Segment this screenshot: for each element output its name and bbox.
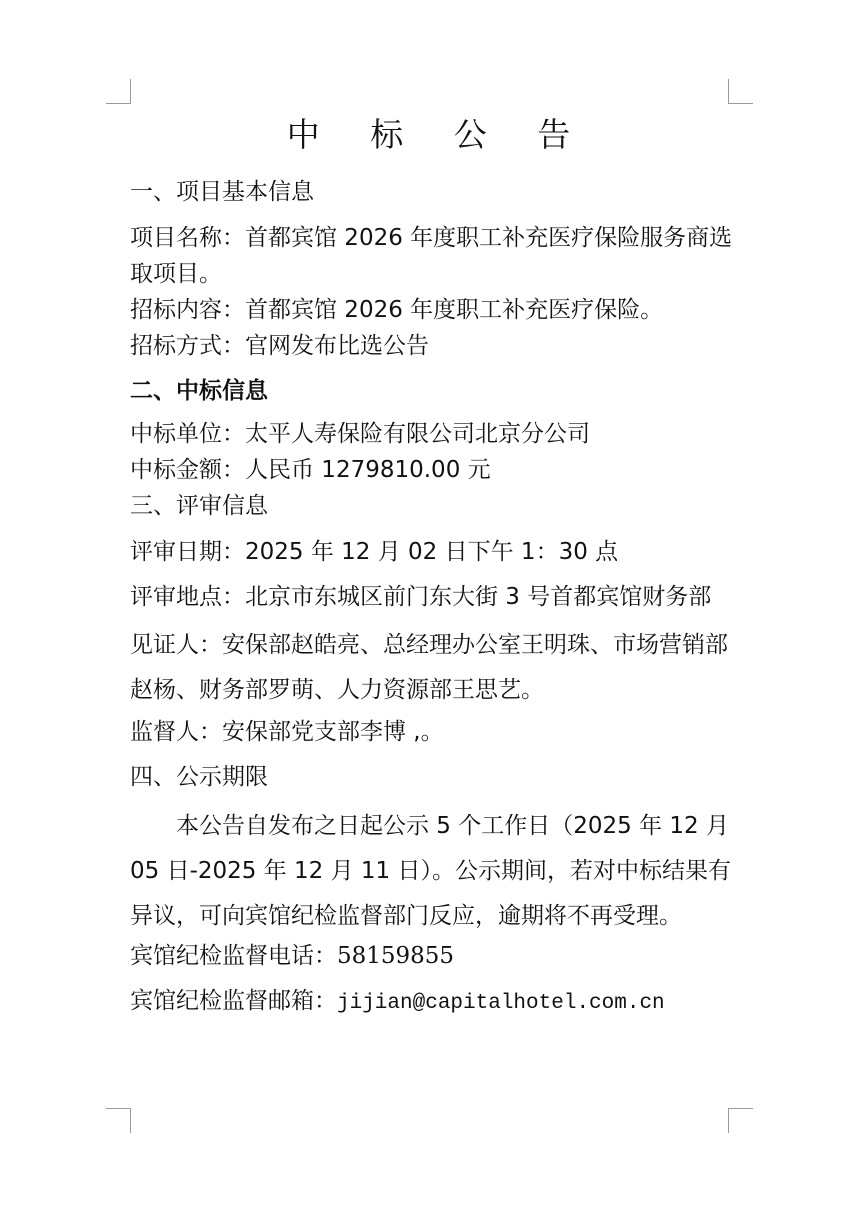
amount-row <box>130 454 735 486</box>
supervisor-label: 监督人： <box>130 719 222 745</box>
project-name-row <box>130 220 735 292</box>
section-2-heading: 二、中标信息 <box>130 378 268 404</box>
corner-mark-top-right <box>728 79 753 104</box>
document-title: 中 标 公 告 <box>286 115 591 154</box>
supervisor-row <box>130 716 735 748</box>
witness-row <box>130 623 735 713</box>
section-3-heading: 三、评审信息 <box>130 493 268 519</box>
notice-paragraph: 本公告自发布之日起公示 5 个工作日（2025 年 12 月 05 日-2025 年 12 月 11 日）。公示期间，若对中标结果有异议，可向宾馆纪检监督部门反应，逾期将不再受理。 <box>130 813 731 929</box>
corner-mark-bottom-right <box>728 1108 753 1133</box>
bid-method-value: 官网发布比选公告 <box>245 333 429 359</box>
corner-mark-bottom-left <box>106 1108 131 1133</box>
amount-value: 人民币 1279810.00 元 <box>245 457 491 483</box>
project-name-label: 项目名称： <box>130 225 245 251</box>
review-date-value: 2025 年 12 月 02 日下午 1：30 点 <box>245 539 619 565</box>
email-value: jijian@capitalhotel.com.cn <box>337 992 665 1015</box>
phone-value: 58159855 <box>337 943 455 969</box>
section-1-heading: 一、项目基本信息 <box>130 179 314 205</box>
review-place-row <box>130 581 735 613</box>
bid-content-row <box>130 294 735 326</box>
review-date-label: 评审日期： <box>130 539 245 565</box>
section-4-heading: 四、公示期限 <box>130 764 268 790</box>
bid-method-label: 招标方式： <box>130 333 245 359</box>
project-name-value: 首都宾馆 2026 年度职工补充医疗保险服务商选取项目。 <box>130 225 733 287</box>
winner-label: 中标单位： <box>130 421 245 447</box>
review-date-row <box>130 536 735 568</box>
email-row <box>130 985 735 1020</box>
review-place-value: 北京市东城区前门东大街 3 号首都宾馆财务部 <box>245 584 712 610</box>
email-label: 宾馆纪检监督邮箱： <box>130 988 337 1014</box>
bid-content-value: 首都宾馆 2026 年度职工补充医疗保险。 <box>245 297 664 323</box>
witness-label: 见证人： <box>130 632 222 658</box>
winner-value: 太平人寿保险有限公司北京分公司 <box>245 421 590 447</box>
winner-row <box>130 418 735 450</box>
review-place-label: 评审地点： <box>130 584 245 610</box>
bid-content-label: 招标内容： <box>130 297 245 323</box>
supervisor-value: 安保部党支部李博 ,。 <box>222 719 444 745</box>
amount-label: 中标金额： <box>130 457 245 483</box>
bid-method-row <box>130 330 735 362</box>
phone-row <box>130 940 735 972</box>
corner-mark-top-left <box>106 79 131 104</box>
witness-value: 安保部赵皓亮、总经理办公室王明珠、市场营销部赵杨、财务部罗萌、人力资源部王思艺。 <box>130 632 728 703</box>
phone-label: 宾馆纪检监督电话： <box>130 943 337 969</box>
